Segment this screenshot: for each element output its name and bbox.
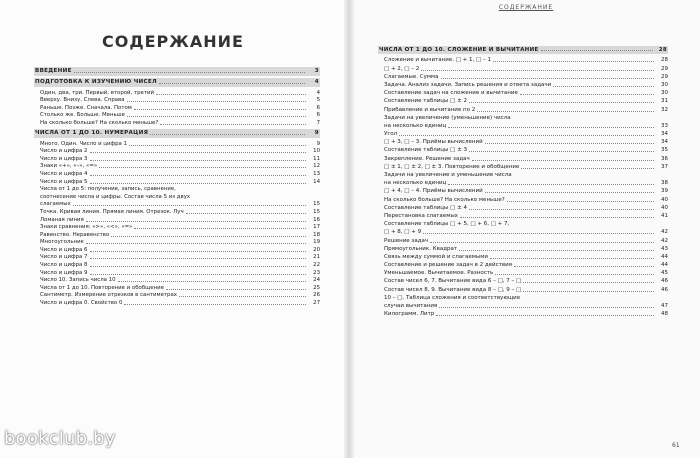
toc-entry (34, 208, 320, 216)
toc-entry (34, 155, 320, 163)
toc-page-number: 46 (661, 286, 668, 293)
toc-page-number: 38 (661, 180, 668, 187)
dot-leader (520, 94, 654, 95)
toc-entry (378, 294, 668, 302)
toc-entry (378, 114, 668, 122)
toc-entry-title: Сложение и вычитание. □ + 1, □ – 1 (384, 57, 491, 64)
dot-leader (179, 296, 306, 297)
toc-entry-title: Знаки «+», «–», «=» (40, 163, 98, 170)
toc-entry (34, 231, 320, 239)
toc-entry-title: Число и цифра 8 (40, 262, 88, 269)
toc-page-number: 48 (661, 311, 668, 318)
toc-entry (378, 285, 668, 293)
toc-entry-title: ЧИСЛА ОТ 1 ДО 10. СЛОЖЕНИЕ И ВЫЧИТАНИЕ (379, 47, 539, 54)
dot-leader (472, 160, 654, 161)
toc-entry-title: Ломаная линия (40, 216, 84, 223)
toc-entry (378, 245, 668, 253)
toc-page-number: 22 (313, 262, 320, 269)
dot-leader (553, 86, 654, 87)
toc-entry-title: Составление и решение задач в 2 действия (384, 262, 512, 269)
dot-leader (90, 183, 307, 184)
toc-entry-title: Составление таблицы □ ± 4 (384, 204, 467, 211)
toc-page-number: 19 (313, 239, 320, 246)
dot-leader (469, 102, 654, 103)
toc-entry (378, 171, 668, 179)
dot-leader (99, 167, 306, 168)
toc-entry-title: Числа от 1 до 10. Повторение и обобщение (40, 284, 164, 291)
dot-leader (469, 209, 654, 210)
toc-page-number: 40 (661, 196, 668, 203)
toc-entry-title: Прибавление и вычитание по 2 (384, 106, 476, 113)
toc-entry-title: Много. Один. Число и цифра 1 (40, 140, 127, 147)
dot-leader (423, 233, 654, 234)
toc-entry (34, 89, 320, 97)
toc-page-number: 13 (313, 170, 320, 177)
toc-entry (378, 187, 668, 195)
toc-entry (378, 302, 668, 310)
dot-leader (485, 192, 654, 193)
dot-leader (521, 168, 654, 169)
toc-entry-title: Составление таблицы □ + 5, □ + 6, □ + 7, (384, 221, 510, 228)
toc-entry (378, 310, 668, 318)
toc-page-number: 34 (661, 131, 668, 138)
watermark: bookclub.by (4, 428, 116, 449)
dot-leader (441, 78, 654, 79)
toc-page-number: 44 (661, 262, 668, 269)
toc-page-number: 6 (316, 112, 320, 119)
toc-page-number: 42 (661, 229, 668, 236)
toc-entry-title: ПОДГОТОВКА К ИЗУЧЕНИЮ ЧИСЕЛ (35, 79, 158, 85)
toc-entry-title: Сантиметр. Измерение отрезков в сантиметрах (40, 292, 177, 299)
page-number: 61 (672, 442, 680, 449)
dot-leader (439, 307, 654, 308)
toc-entry-title: Знаки сравнения: «>», «<», «=» (40, 224, 133, 231)
toc-page-number: 16 (313, 216, 320, 223)
dot-leader (73, 205, 306, 206)
running-head: СОДЕРЖАНИЕ (498, 4, 554, 11)
toc-entry (34, 201, 320, 209)
toc-page-number: 35 (661, 147, 668, 154)
dot-leader (523, 282, 654, 283)
dot-leader (134, 109, 306, 110)
toc-page-number: 9 (316, 140, 320, 147)
toc-entry (34, 193, 320, 201)
dot-leader (134, 228, 306, 229)
dot-leader (477, 111, 654, 112)
toc-entry-title: На сколько больше? На сколько меньше? (40, 119, 159, 126)
dot-leader (448, 127, 654, 128)
toc-entry (378, 64, 668, 72)
toc-page-number: 21 (313, 254, 320, 261)
toc-page-number: 27 (313, 300, 320, 307)
toc-page-number: 42 (661, 237, 668, 244)
dot-leader (495, 274, 654, 275)
toc-entry (34, 246, 320, 254)
toc-entry-title: 10 – □. Таблица сложения и соответствующие (384, 294, 521, 301)
toc-entry-title: Угол (384, 131, 398, 138)
toc-entry (34, 224, 320, 232)
dot-leader (166, 289, 306, 290)
toc-entry-title: случаи вычитания (384, 303, 438, 309)
dot-leader (127, 101, 306, 102)
toc-entry-title: Закрепление. Решение задач (384, 155, 470, 162)
toc-page-number: 45 (661, 270, 668, 277)
toc-entry (34, 216, 320, 224)
toc-entry (378, 89, 668, 97)
dot-leader (160, 124, 306, 125)
toc-page-number: 12 (313, 163, 320, 170)
toc-entry (34, 178, 320, 186)
toc-entry-title: □ + 2, □ – 2 (384, 65, 420, 72)
dot-leader (74, 72, 305, 73)
toc-page-number: 11 (313, 155, 320, 162)
toc-entry (378, 220, 668, 228)
toc-entry (34, 277, 320, 285)
toc-page-number: 30 (661, 81, 668, 88)
toc-entry (378, 138, 668, 146)
toc-entry-title: Задачи на увеличение и уменьшение числа (384, 172, 512, 178)
toc-entry (34, 186, 320, 194)
toc-page-number: 14 (313, 178, 320, 185)
toc-entry-title: □ + 4, □ – 4. Приёмы вычислений (384, 188, 483, 195)
dot-leader (124, 304, 306, 305)
dot-leader (399, 135, 654, 136)
toc-entry (378, 97, 668, 105)
toc-entry-title: Перестановка слагаемых (384, 212, 458, 219)
toc-entry-title: Числа от 1 до 5: получение, запись, сравнение, (40, 186, 176, 193)
toc-page-number: 3 (314, 68, 319, 74)
toc-page-number: 43 (661, 245, 668, 252)
toc-entry (34, 97, 320, 105)
toc-entry (34, 239, 320, 247)
toc-entry-title: □ + 8, □ + 9 (384, 229, 422, 236)
toc-page-number: 41 (661, 212, 668, 219)
dot-leader (156, 94, 306, 95)
toc-entry-title: Число и цифра 9 (40, 269, 88, 276)
toc-entry-title: Один, два, три. Первый, второй, третий (40, 89, 154, 96)
dot-leader (90, 274, 307, 275)
dot-leader (150, 134, 305, 135)
toc-entry-title: Вверху. Внизу. Слева. Справа (40, 97, 125, 104)
toc-page-number: 28 (658, 47, 667, 54)
toc-entry-title: Равенство. Неравенство (40, 231, 110, 238)
toc-entry-title: на несколько единиц (384, 122, 447, 129)
dot-leader (523, 291, 654, 292)
toc-page-number: 17 (313, 224, 320, 231)
dot-leader (90, 251, 307, 252)
toc-entry-title: на несколько единиц (384, 180, 447, 187)
toc-page-number: 33 (661, 122, 668, 129)
dot-leader (111, 236, 306, 237)
toc-entry-title: Число и цифра 7 (40, 254, 88, 261)
toc-page-number: 25 (313, 284, 320, 291)
toc-page-number: 29 (661, 73, 668, 80)
toc-entry (378, 122, 668, 130)
toc-entry (378, 195, 668, 203)
toc-entry (378, 154, 668, 162)
toc-right-column (378, 44, 668, 318)
toc-entry-title: Многоугольник (40, 239, 84, 246)
toc-page-number: 40 (661, 204, 668, 211)
book-spine (344, 0, 354, 458)
toc-entry (34, 269, 320, 277)
toc-page-number: 46 (661, 278, 668, 285)
toc-entry-title: Состав чисел 6, 7. Вычитание вида 6 – □, 7 – □ (384, 278, 522, 285)
dot-leader (448, 184, 654, 185)
toc-entry-title: Число и цифра 5 (40, 178, 88, 185)
toc-page-number: 5 (316, 97, 320, 104)
toc-page-number: 18 (313, 231, 320, 238)
toc-entry (378, 81, 668, 89)
toc-left-column (34, 65, 320, 307)
toc-entry (34, 104, 320, 112)
toc-page-number: 28 (661, 57, 668, 64)
toc-entry (378, 228, 668, 236)
toc-page-number: 23 (313, 269, 320, 276)
dot-leader (90, 266, 307, 267)
toc-entry (378, 56, 668, 64)
toc-page-number: 26 (313, 292, 320, 299)
toc-page-number: 47 (661, 303, 668, 309)
dot-leader (460, 217, 654, 218)
toc-entry (378, 236, 668, 244)
toc-entry (378, 179, 668, 187)
toc-entry-title: Уменьшаемое. Вычитаемое. Разность (384, 270, 494, 277)
toc-entry-title: На сколько больше? На сколько меньше? (384, 196, 505, 203)
toc-entry (378, 105, 668, 113)
toc-entry-title: □ + 3, □ – 3. Приёмы вычислений (384, 139, 483, 146)
toc-entry-title: Точка. Кривая линия. Прямая линия. Отрезок. Луч (40, 208, 184, 215)
toc-entry-title: Составление задач на сложение и вычитание (384, 90, 518, 97)
toc-entry (378, 146, 668, 154)
toc-section-heading (378, 46, 668, 54)
toc-entry (378, 253, 668, 261)
toc-page-number: 37 (661, 163, 668, 170)
dot-leader (469, 151, 654, 152)
dot-leader (490, 258, 654, 259)
toc-entry (34, 292, 320, 300)
toc-entry (378, 277, 668, 285)
toc-page-number: 29 (661, 65, 668, 72)
toc-entry (34, 299, 320, 307)
toc-entry-title: Число и цифра 4 (40, 170, 88, 177)
page-title: СОДЕРЖАНИЕ (102, 32, 244, 51)
toc-entry (378, 73, 668, 81)
toc-entry-title: Столько же. Больше. Меньше (40, 112, 125, 119)
dot-leader (485, 143, 654, 144)
toc-page-number: 9 (314, 129, 319, 136)
toc-page-number: 4 (314, 79, 319, 85)
toc-page-number: 44 (661, 253, 668, 260)
dot-leader (186, 213, 306, 214)
toc-page-number: 20 (313, 246, 320, 253)
dot-leader (514, 266, 654, 267)
toc-page-number: 24 (313, 277, 320, 284)
toc-section-heading (34, 78, 320, 87)
dot-leader (459, 250, 654, 251)
toc-entry-title: Число и цифра 0. Свойство 0 (40, 300, 123, 307)
toc-section-heading (34, 129, 320, 138)
toc-entry (34, 254, 320, 262)
dot-leader (541, 50, 653, 51)
toc-page-number: 34 (661, 139, 668, 146)
toc-entry (34, 112, 320, 120)
dot-leader (436, 315, 654, 316)
dot-leader (159, 83, 305, 84)
toc-entry-title: □ ± 1, □ ± 2, □ ± 3. Повторение и обобщение (384, 163, 520, 170)
toc-entry (34, 261, 320, 269)
toc-entry (34, 170, 320, 178)
toc-entry (34, 140, 320, 148)
toc-entry-title: Задача. Анализ задачи. Запись решения и ответа задачи (384, 81, 552, 88)
toc-entry-title: слагаемых (40, 201, 71, 208)
toc-entry (34, 284, 320, 292)
toc-entry-title: Число и цифра 2 (40, 148, 88, 155)
dot-leader (118, 281, 306, 282)
toc-page-number: 32 (661, 106, 668, 113)
toc-entry (378, 130, 668, 138)
toc-page-number: 30 (661, 90, 668, 97)
toc-entry (378, 261, 668, 269)
toc-entry-title: Число и цифра 3 (40, 155, 88, 162)
toc-entry-title: Состав чисел 8, 9. Вычитание вида 8 – □, 9 – □ (384, 286, 522, 293)
toc-page-number: 7 (316, 119, 320, 126)
dot-leader (90, 152, 307, 153)
toc-entry (378, 163, 668, 171)
toc-entry-title: Связь между суммой и слагаемыми (384, 253, 488, 260)
toc-entry-title: Задачи на увеличение (уменьшение) числа (384, 114, 511, 121)
toc-entry-title: Килограмм. Литр (384, 311, 435, 318)
toc-page-number: 15 (313, 201, 320, 208)
toc-page-number: 36 (661, 155, 668, 162)
toc-entry (378, 212, 668, 220)
toc-page-number: 15 (313, 208, 320, 215)
toc-entry-title: Слагаемые. Сумма (384, 73, 439, 80)
dot-leader (86, 243, 306, 244)
toc-page-number: 4 (316, 89, 320, 96)
toc-page-number: 39 (661, 188, 668, 195)
toc-entry (34, 119, 320, 127)
dot-leader (430, 242, 654, 243)
toc-entry-title: Число 10. Запись числа 10 (40, 277, 116, 284)
toc-page-number: 10 (313, 148, 320, 155)
toc-entry (34, 148, 320, 156)
dot-leader (90, 258, 307, 259)
toc-entry (34, 163, 320, 171)
toc-page-number: 31 (661, 98, 668, 105)
toc-entry-title: Число и цифра 6 (40, 246, 88, 253)
dot-leader (421, 70, 654, 71)
dot-leader (507, 201, 654, 202)
toc-entry (378, 204, 668, 212)
toc-entry-title: ВВЕДЕНИЕ (35, 68, 72, 74)
toc-entry-title: Решение задач (384, 237, 429, 244)
dot-leader (129, 145, 306, 146)
toc-page-number: 6 (316, 104, 320, 111)
dot-leader (90, 175, 307, 176)
dot-leader (127, 116, 306, 117)
toc-entry-title: Прямоугольник. Квадрат (384, 245, 458, 252)
toc-entry-title: Раньше. Позже. Сначала. Потом (40, 104, 132, 111)
toc-entry-title: ЧИСЛА ОТ 1 ДО 10. НУМЕРАЦИЯ (35, 129, 149, 136)
toc-entry (378, 269, 668, 277)
toc-entry-title: Составление таблицы □ ± 3 (384, 147, 467, 154)
toc-section-heading (34, 67, 320, 76)
dot-leader (493, 61, 654, 62)
toc-entry-title: соотнесение числа и цифры. Состав числа 5 из двух (40, 193, 191, 200)
toc-entry-title: Составление таблицы □ ± 2 (384, 98, 467, 105)
dot-leader (86, 221, 306, 222)
dot-leader (90, 160, 307, 161)
